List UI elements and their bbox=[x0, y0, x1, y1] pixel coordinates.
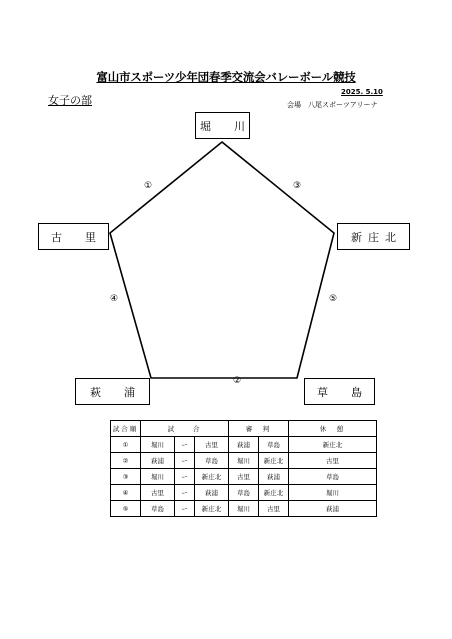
page-title: 富山市スポーツ少年団春季交流会バレーボール競技 bbox=[96, 70, 356, 84]
schedule-table bbox=[110, 420, 377, 517]
cell-ref1: 堀川 bbox=[229, 453, 259, 469]
cell-rest: 萩浦 bbox=[289, 501, 377, 517]
cell-rest: 堀川 bbox=[289, 485, 377, 501]
cell-ref2: 草島 bbox=[259, 437, 289, 453]
cell-ref1: 草島 bbox=[229, 485, 259, 501]
team-name: 古 里 bbox=[51, 230, 102, 244]
cell-ref2: 新庄北 bbox=[259, 485, 289, 501]
table-row bbox=[111, 453, 377, 469]
team-box-left bbox=[38, 223, 109, 250]
cell-ref1: 古里 bbox=[229, 469, 259, 485]
cell-order: ⑤ bbox=[111, 501, 141, 517]
match-number-4: ④ bbox=[110, 294, 119, 304]
match-number-3: ③ bbox=[293, 181, 302, 191]
match-number-2: ② bbox=[233, 376, 242, 386]
cell-order: ② bbox=[111, 453, 141, 469]
cell-home: 古里 bbox=[141, 485, 175, 501]
team-box-bottom-right bbox=[304, 378, 375, 405]
cell-sep: ー bbox=[175, 469, 195, 485]
match-number-1: ① bbox=[144, 181, 153, 191]
table-row bbox=[111, 501, 377, 517]
header-order: 試合順 bbox=[111, 421, 141, 437]
team-box-right bbox=[337, 223, 410, 250]
team-name: 新庄北 bbox=[351, 230, 402, 244]
cell-away: 新庄北 bbox=[195, 469, 229, 485]
event-date: 2025. 5.10 bbox=[341, 88, 383, 96]
team-name: 萩 浦 bbox=[90, 385, 141, 399]
header-match: 試 合 bbox=[141, 421, 229, 437]
table-row bbox=[111, 437, 377, 453]
match-pentagon bbox=[110, 142, 334, 378]
header-rest: 休 憩 bbox=[289, 421, 377, 437]
cell-ref2: 萩浦 bbox=[259, 469, 289, 485]
table-row bbox=[111, 485, 377, 501]
cell-home: 萩浦 bbox=[141, 453, 175, 469]
cell-home: 堀川 bbox=[141, 469, 175, 485]
cell-sep: ー bbox=[175, 437, 195, 453]
cell-order: ④ bbox=[111, 485, 141, 501]
table-header-row bbox=[111, 421, 377, 437]
cell-away: 萩浦 bbox=[195, 485, 229, 501]
cell-ref2: 古里 bbox=[259, 501, 289, 517]
cell-rest: 古里 bbox=[289, 453, 377, 469]
cell-rest: 新庄北 bbox=[289, 437, 377, 453]
cell-rest: 草島 bbox=[289, 469, 377, 485]
header-referee: 審 判 bbox=[229, 421, 289, 437]
cell-home: 堀川 bbox=[141, 437, 175, 453]
cell-sep: ー bbox=[175, 501, 195, 517]
table-row bbox=[111, 469, 377, 485]
division-label: 女子の部 bbox=[48, 94, 92, 107]
cell-ref1: 堀川 bbox=[229, 501, 259, 517]
team-name: 草 島 bbox=[317, 385, 368, 399]
cell-away: 古里 bbox=[195, 437, 229, 453]
team-name: 堀 川 bbox=[200, 119, 251, 133]
match-number-5: ⑤ bbox=[329, 294, 338, 304]
cell-away: 草島 bbox=[195, 453, 229, 469]
team-box-bottom-left bbox=[75, 378, 150, 405]
cell-order: ③ bbox=[111, 469, 141, 485]
cell-sep: ー bbox=[175, 485, 195, 501]
cell-ref1: 萩浦 bbox=[229, 437, 259, 453]
team-box-top bbox=[195, 112, 250, 139]
cell-order: ① bbox=[111, 437, 141, 453]
cell-ref2: 新庄北 bbox=[259, 453, 289, 469]
cell-away: 新庄北 bbox=[195, 501, 229, 517]
event-venue: 会場 八尾スポーツアリーナ bbox=[287, 101, 378, 109]
cell-sep: ー bbox=[175, 453, 195, 469]
cell-home: 草島 bbox=[141, 501, 175, 517]
